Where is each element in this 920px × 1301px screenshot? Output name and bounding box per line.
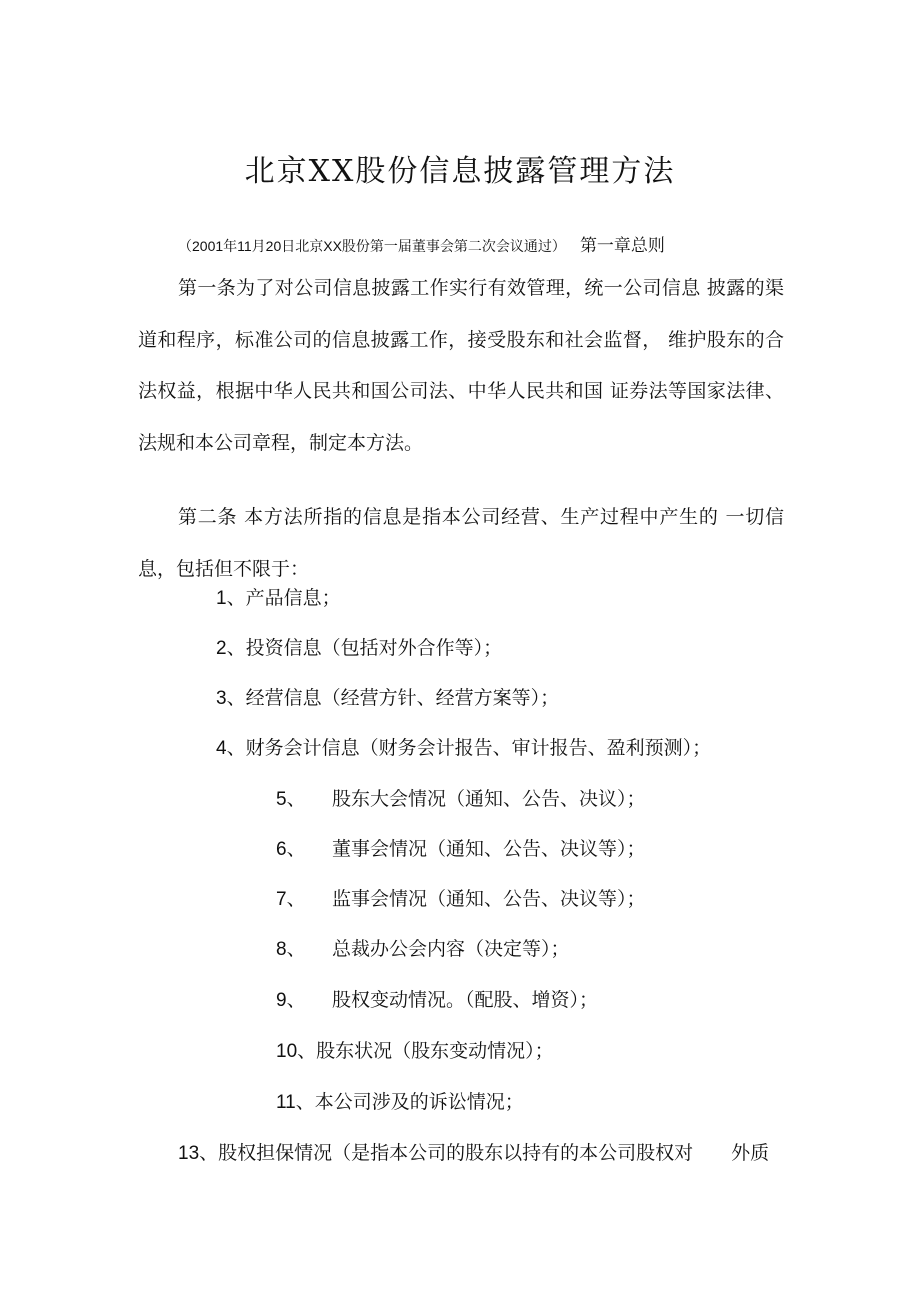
list-item: 2、投资信息（包括对外合作等）； [216,637,503,659]
document-subtitle [178,231,665,256]
approval-note: （2001年11月20日北京XX股份第一届董事会第二次会议通过） [178,238,566,254]
list-item: 6、 董事会情况（通知、公告、决议等）； [276,838,646,860]
list-item: 7、 监事会情况（通知、公告、决议等）； [276,888,646,910]
list-item: 5、 股东大会情况（通知、公告、决议）； [276,788,646,810]
chapter-heading: 第一章总则 [579,236,665,256]
list-item: 4、财务会计信息（财务会计报告、审计报告、盈利预测）； [216,737,712,759]
article-1: 第一条为了对公司信息披露工作实行有效管理，统一公司信息 披露的渠道和程序，标准公司的信息披露工作，接受股东和社会监督， 维护股东的合法权益，根据中华人民共和国公司法、中华人民共和国 证券法等国家法律、法规和本公司章程，制定本方法。 [138,277,784,454]
list-item: 11、本公司涉及的诉讼情况； [276,1091,524,1113]
list-item-13: 13、股权担保情况（是指本公司的股东以持有的本公司股权对 外质 [178,1142,770,1164]
list-item: 3、经营信息（经营方针、经营方案等）； [216,687,560,709]
list-item: 10、股东状况（股东变动情况）； [276,1040,554,1062]
list-item: 8、 总裁办公会内容（决定等）； [276,938,570,960]
article-2: 第二条 本方法所指的信息是指本公司经营、生产过程中产生的 一切信息，包括但不限于： [138,506,784,580]
list-item: 1、产品信息； [216,587,341,609]
list-item: 9、 股权变动情况。（配股、增资）； [276,989,599,1011]
document-title: 北京XX股份信息披露管理方法 [244,154,676,189]
